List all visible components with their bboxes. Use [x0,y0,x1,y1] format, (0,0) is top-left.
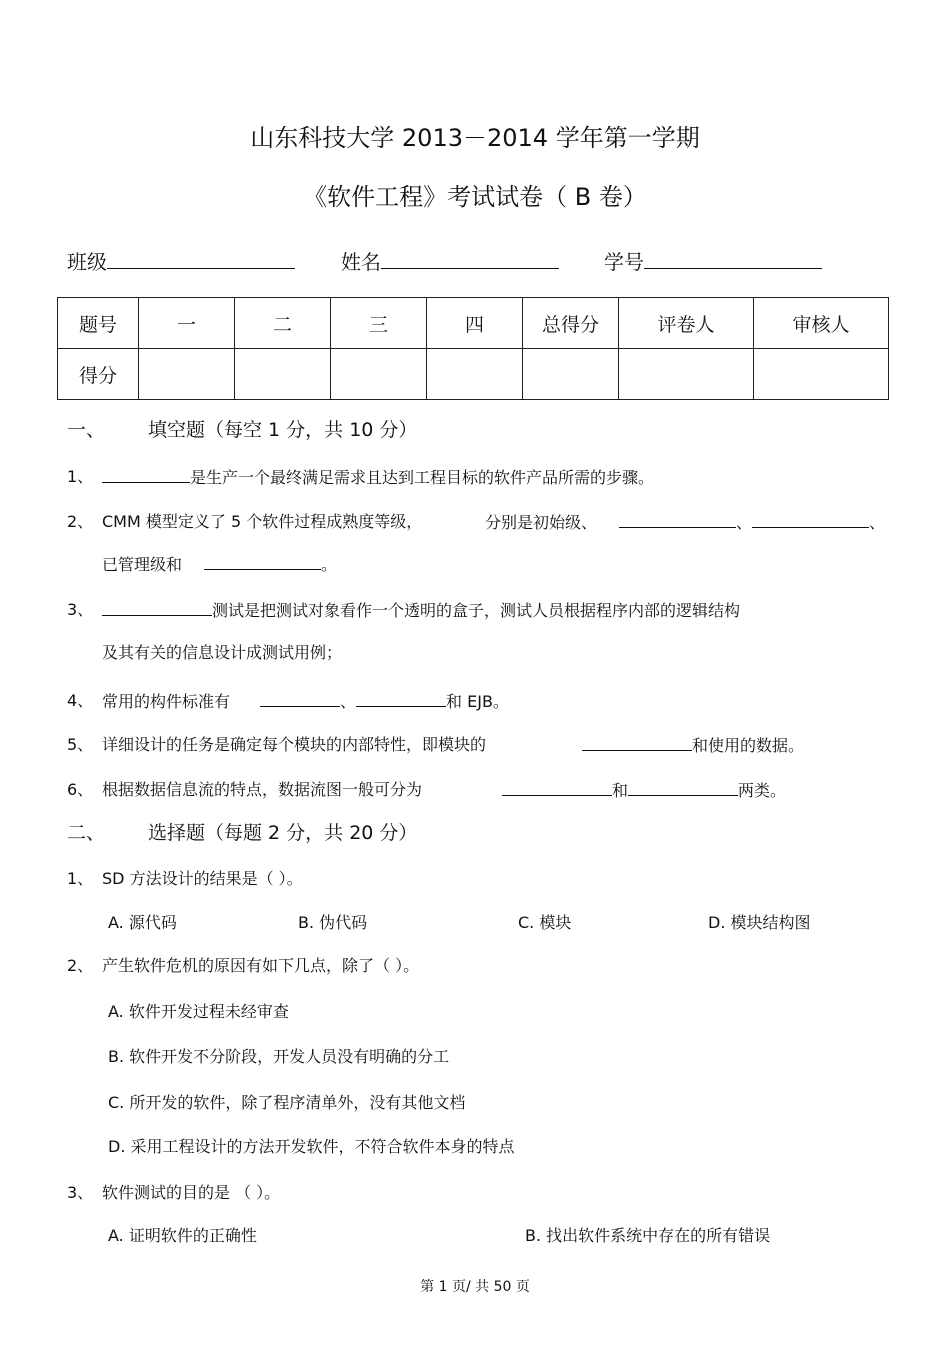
s1-q4-text-b: 和 EJB。 [446,692,509,711]
s2-q3-number: 3、 [67,1183,94,1202]
s1-q4-text-a: 常用的构件标准有 [102,692,231,711]
s1-q3-blank[interactable] [102,597,212,616]
s2-q1-option-b[interactable]: B. 伪代码 [298,913,368,932]
score-table-score-row [58,349,889,400]
name-label: 姓名 [341,250,381,274]
score-table-cell: 审核人 [754,298,889,349]
section2-heading: 选择题（每题 2 分，共 20 分） [148,822,418,844]
s2-q3-option-a[interactable]: A. 证明软件的正确性 [108,1226,257,1245]
score-input-cell[interactable] [331,349,427,400]
score-table-cell: 二 [235,298,331,349]
s1-q3-number: 3、 [67,600,94,619]
score-input-cell[interactable] [754,349,889,400]
s2-q1-number: 1、 [67,869,94,888]
s1-q1-number: 1、 [67,467,94,486]
s2-q2-option-a[interactable]: A. 软件开发过程未经审查 [108,1002,289,1021]
s1-q4-sep: 、 [340,692,357,711]
s1-q2-end: 。 [321,555,338,574]
s1-q4 [102,688,509,712]
s1-q6-text-a: 根据数据信息流的特点，数据流图一般可分为 [102,780,423,799]
s1-q5-text-b: 和使用的数据。 [692,736,805,755]
s1-q1-text: 是生产一个最终满足需求且达到工程目标的软件产品所需的步骤。 [190,468,655,487]
score-table-cell: 三 [331,298,427,349]
s2-q3-option-b[interactable]: B. 找出软件系统中存在的所有错误 [525,1226,771,1245]
s1-q2-sep-1: 、 [736,513,753,532]
score-input-cell[interactable] [619,349,754,400]
s2-q1-option-d[interactable]: D. 模块结构图 [708,913,811,932]
section2-number: 二、 [67,822,106,844]
s1-q3-line2: 及其有关的信息设计成测试用例； [102,643,343,662]
s1-q4-blank-2[interactable] [356,688,446,707]
s1-q2-sep-2: 、 [869,513,886,532]
s2-q2-number: 2、 [67,956,94,975]
class-field [67,246,295,275]
section1-heading: 填空题（每空 1 分，共 10 分） [148,419,418,441]
score-table-cell: 得分 [58,349,139,400]
score-input-cell[interactable] [235,349,331,400]
s2-q1-option-c[interactable]: C. 模块 [518,913,572,932]
s2-q3-text: 软件测试的目的是 （ ）。 [102,1183,281,1202]
s2-q2-text: 产生软件危机的原因有如下几点，除了（ ）。 [102,956,420,975]
score-table [57,297,889,400]
s1-q2-blank-1[interactable] [619,509,736,528]
s1-q5-rest [582,732,804,756]
score-input-cell[interactable] [427,349,523,400]
exam-title-university: 山东科技大学 2013－2014 学年第一学期 [250,124,700,152]
s1-q6-number: 6、 [67,780,94,799]
s2-q2-option-c[interactable]: C. 所开发的软件，除了程序清单外，没有其他文档 [108,1093,466,1112]
s1-q6-rest [502,777,786,801]
score-table-cell: 一 [139,298,235,349]
student-id-label: 学号 [604,250,644,274]
s1-q4-blank-1[interactable] [260,688,340,707]
name-blank[interactable] [381,250,559,269]
class-label: 班级 [67,250,107,274]
s1-q5-blank[interactable] [582,732,692,751]
exam-title-course: 《软件工程》考试试卷（ B 卷） [303,183,647,211]
s1-q6-blank-1[interactable] [502,777,612,796]
name-field [341,246,559,275]
s2-q2-option-d[interactable]: D. 采用工程设计的方法开发软件，不符合软件本身的特点 [108,1137,515,1156]
s1-q2-blank-3[interactable] [204,551,321,570]
section1-number: 一、 [67,419,106,441]
s1-q2-text-b: 分别是初始级、 [485,513,598,532]
student-id-blank[interactable] [644,250,822,269]
s1-q2-line2 [102,551,337,575]
s2-q1-text: SD 方法设计的结果是（ ）。 [102,869,303,888]
s1-q6-sep: 和 [612,781,629,800]
s1-q4-number: 4、 [67,691,94,710]
s2-q2-option-b[interactable]: B. 软件开发不分阶段，开发人员没有明确的分工 [108,1047,450,1066]
s1-q3 [102,597,740,621]
s1-q2-line2-text: 已管理级和 [102,555,183,574]
s1-q1-blank[interactable] [102,464,190,483]
s1-q2-text-a: CMM 模型定义了 5 个软件过程成熟度等级， [102,512,423,531]
class-blank[interactable] [107,250,295,269]
s1-q6-blank-2[interactable] [628,777,738,796]
s1-q1 [102,464,654,488]
score-table-cell: 总得分 [523,298,619,349]
s1-q6-text-b: 两类。 [738,781,787,800]
student-id-field [604,246,822,275]
score-table-cell: 评卷人 [619,298,754,349]
s1-q3-text: 测试是把测试对象看作一个透明的盒子，测试人员根据程序内部的逻辑结构 [212,601,741,620]
s1-q5-number: 5、 [67,735,94,754]
s2-q1-option-a[interactable]: A. 源代码 [108,913,177,932]
score-table-header-row [58,298,889,349]
page-footer: 第 1 页/ 共 50 页 [420,1279,530,1295]
score-input-cell[interactable] [139,349,235,400]
s1-q5-text-a: 详细设计的任务是确定每个模块的内部特性，即模块的 [102,735,487,754]
score-input-cell[interactable] [523,349,619,400]
s1-q2-line1 [485,509,885,533]
s1-q2-blank-2[interactable] [752,509,869,528]
score-table-cell: 题号 [58,298,139,349]
s1-q2-number: 2、 [67,512,94,531]
score-table-cell: 四 [427,298,523,349]
